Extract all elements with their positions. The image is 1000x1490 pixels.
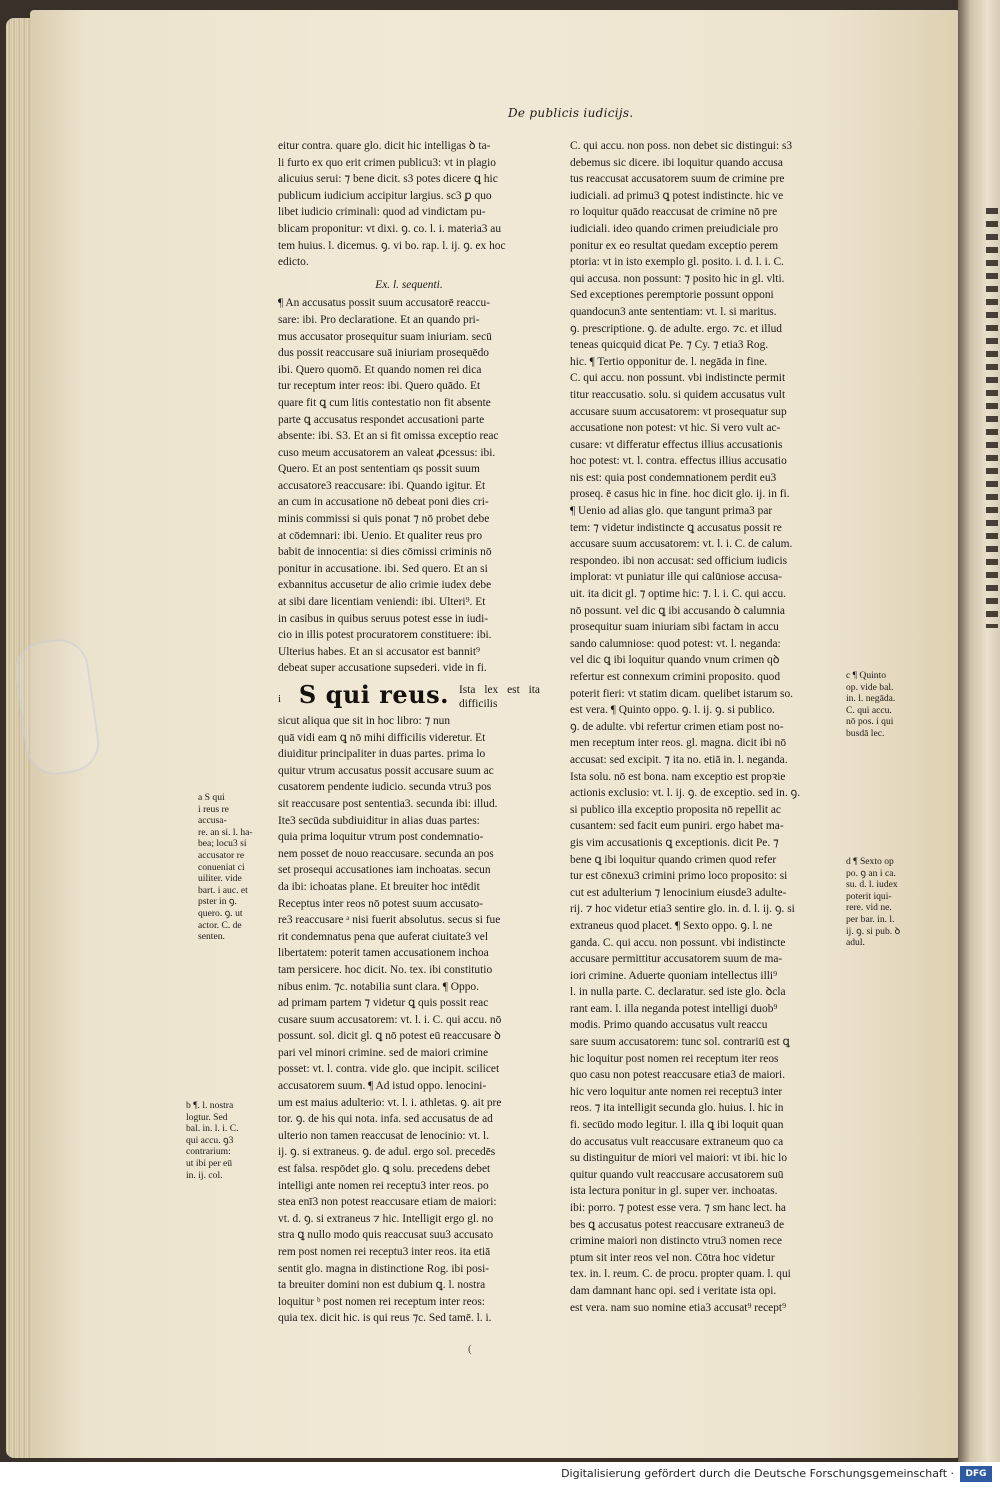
text-line: sentit glo. magna in distinctione Rog. ibi posi- (278, 1262, 490, 1275)
marginal-gloss-d (846, 856, 918, 949)
text-line: tex. in. l. reum. C. de procu. propter quam. l. qui (570, 1268, 791, 1281)
text-line: diuiditur principaliter in duas partes. prima lo (278, 748, 486, 761)
text-line: l. in nulla parte. C. declaratur. sed iste glo. ꝺcla (570, 986, 786, 999)
gloss-line: uiliter. vide (198, 873, 242, 885)
summary-line: at cōdemnari: ibi. Uenio. Et qualiter reus pro (278, 529, 483, 542)
text-line: Receptus inter reos nō potest suum accusato- (278, 897, 483, 910)
text-line: edicto. (278, 256, 309, 269)
commentary-text (278, 713, 540, 1327)
text-line: sare suum accusatorem: tunc sol. contrariū est ꝗ (570, 1036, 790, 1049)
text-line: quandocun3 ante sententiam: vt. l. si maritus. (570, 305, 777, 318)
text-line: cusantem: sed facit eum puniri. ergo habet ma- (570, 820, 784, 833)
text-line: alicuius serui: ⁊ bene dicit. s3 potes dicere ꝗ hic (278, 173, 498, 186)
gloss-line: busdā lec. (846, 727, 885, 739)
text-line: quia prima loquitur vtrum post condemnatio- (278, 831, 484, 844)
text-line: reos. ⁊ ita intelligit secunda glo. huius. l. hic in (570, 1102, 784, 1115)
summary-line: minis commissi si quis ponat ⁊ nō probet debe (278, 513, 490, 526)
text-line: um est maius adulterio: vt. l. i. athletas. ꝯ. ait pre (278, 1096, 502, 1109)
text-line: poterit fieri: vt statim dicam. quelibet istarum so. (570, 687, 794, 700)
text-line: rem post nomen rei receptu3 inter reos. ita etiā (278, 1246, 491, 1258)
gloss-line: per bar. in. l. (846, 913, 895, 925)
text-line: intelligi ante nomen rei receptu3 inter reos. po (278, 1179, 489, 1192)
left-column (278, 138, 540, 1327)
rubric (278, 681, 540, 711)
text-line: sit reaccusare post sententia3. secunda ibi: illud. (278, 797, 498, 810)
text-line: publicum iudicium accipitur largius. sc3 ꝑ quo (278, 189, 492, 202)
text-line: tor. ꝯ. de his qui nota. infa. sed accusatus de ad (278, 1113, 493, 1126)
text-line: do accusatus vult reaccusare extraneum quo ca (570, 1135, 784, 1148)
text-line: uit. ita dicit gl. ⁊ optime hic: ⁊. l. i. C. qui accu. (570, 588, 787, 601)
text-line: quia tex. dicit hic. is qui reus ⁊c. Sed tamē. l. i. (278, 1312, 492, 1325)
summary-line: ibi. Quero quomō. Et quando nomen rei dica (278, 363, 482, 376)
text-line: rij. ⁊ hoc videtur etia3 sentire glo. in. d. l. ij. ꝯ. si (570, 903, 795, 916)
text-line: proseq. ē casus hic in fine. hoc dicit glo. ij. in fi. (570, 488, 790, 501)
summary-text (278, 295, 540, 677)
text-line: ibi: porro. ⁊ potest esse vera. ⁊ sm hanc lect. ha (570, 1202, 786, 1214)
text-line: accusare permittitur accusatorem suum de ma- (570, 953, 783, 966)
gloss-line: actor. C. de (198, 919, 242, 931)
text-line: ponitur ex eo resultat quedam exceptio perem (570, 239, 779, 252)
summary-line: quare fit ꝗ cum litis contestatio non fit absente (278, 396, 491, 409)
text-line: accusat: sed excipit. ⁊ ita no. etiā in. l. neganda. (570, 753, 788, 766)
gloss-line: a S qui (198, 792, 225, 803)
summary-line: an cum in accusatione nō debeat poni dies cri- (278, 496, 489, 509)
text-line: men receptum inter reos. gl. magna. dicit ibi nō (570, 737, 787, 750)
text-line: iudiciali. ideo quando crimen preiudiciale pro (570, 222, 779, 235)
text-line: fi. secūdo modo legitur. l. illa ꝗ ibi loquit quan (570, 1119, 784, 1132)
gloss-line: i reus re (198, 803, 229, 815)
gloss-line: c ¶ Quinto (846, 670, 887, 681)
text-line: ꝯ. prescriptione. ꝯ. de adulte. ergo. ⁊c. et illud (570, 322, 782, 335)
text-line: nis est: quia post condemnationem perdit eu3 (570, 471, 777, 484)
text-line: crimine maiori non distincto vtru3 nomen rece (570, 1235, 782, 1248)
text-line: accusatione non potest: vt hic. Si vero vult ac- (570, 422, 781, 435)
text-line: cusare: vt differatur effectus illius accusationis (570, 438, 783, 451)
text-line: actionis exclusio: vt. l. ij. ꝯ. de exceptio. sed in. ꝯ. (570, 787, 801, 800)
text-line: implorat: vt puniatur ille qui calūniose accusa- (570, 571, 782, 584)
text-line: nibus enim. ⁊c. notabilia sunt clara. ¶ Oppo. (278, 980, 479, 993)
text-line: quo casu non potest reaccusare etia3 de maiori. (570, 1069, 786, 1082)
text-line: libertatem: poterit tamen accusationem inchoa (278, 947, 489, 960)
right-column (570, 138, 836, 1316)
marginal-gloss-b (186, 1100, 264, 1181)
summary-line: in casibus in quibus seruus potest esse in iudi- (278, 612, 489, 625)
gloss-line: rere. vid ne. (846, 902, 892, 914)
summary-line: dus possit reaccusare suā iniuriam prosequēdo (278, 347, 489, 360)
text-line: sicut aliqua que sit in hoc libro: ⁊ nun (278, 715, 451, 727)
summary-line: ponitur in accusatione. ibi. Sed quero. Et an si (278, 562, 488, 575)
text-line: tam persicere. hoc dicit. No. tex. ibi constitutio (278, 963, 493, 976)
text-line: ptoria: vt in isto exemplo gl. posito. i. d. l. i. C. (570, 256, 784, 269)
text-line: prosequitur suam iniuriam sibi factam in accu (570, 621, 779, 634)
text-line: tem huius. l. dicemus. ꝯ. vi bo. rap. l. ij. ꝯ. ex hoc (278, 239, 506, 252)
summary-line: cio in illis potest procuratorem constituere: ibi. (278, 629, 492, 642)
text-line: tus reaccusat accusatorem suum de crimine pre (570, 173, 785, 186)
text-line: accusare suum accusatorem: vt. l. i. C. de calum. (570, 538, 793, 551)
text-line: hoc potest: vt. l. contra. effectus illius accusatio (570, 455, 787, 468)
text-line: nō possunt. vel dic ꝗ ibi accusando ꝺ calumnia (570, 604, 785, 617)
text-line: da ibi: ichoatas plane. Et breuiter hoc intēdit (278, 880, 480, 893)
summary-line: mus accusator prosequitur suam iniuriam. secū (278, 330, 492, 343)
folio-mark: ( (468, 1343, 472, 1355)
text-line: Ista solu. nō est bona. nam exceptio est propꝛie (570, 770, 786, 783)
text-line: refertur est connexum crimini proposito. quod (570, 671, 781, 683)
text-line: modis. Primo quando accusatus vult reaccu (570, 1019, 768, 1032)
gloss-line: su. d. l. iudex (846, 879, 898, 891)
gloss-line: pster in ꝯ. (198, 896, 237, 908)
summary-line: babit de innocentia: si dies cōmissi criminis nō (278, 546, 492, 559)
text-line: vel dic ꝗ ibi loquitur quando vnum crimen qꝺ (570, 654, 780, 667)
text-line: rit condemnatus pena que auferat ciuitate3 vel (278, 930, 489, 943)
running-head: De publicis iudicijs. (508, 106, 634, 120)
summary-line: cuso meum accusatorem an valeat ꝓcessus: ibi. (278, 446, 496, 459)
rubric-title: S qui reus. (298, 680, 450, 709)
text-line: iori crimine. Aduerte quoniam intellectus illi⁹ (570, 969, 778, 982)
text-line: ꝯ. de adulte. vbi refertur crimen etiam post no- (570, 720, 784, 733)
summary-line: absente: ibi. S3. Et an si fit omissa exceptio reac (278, 430, 499, 443)
text-line: ulterio non tamen reaccusat de lenocinio: vt. l. (278, 1129, 489, 1142)
gloss-line: logtur. Sed (186, 1111, 228, 1123)
text-line: set prosequi accusationes iam inchoatas. secun (278, 864, 491, 877)
text-line: quitur vtrum accusatus possit accusare suum ac (278, 764, 494, 777)
text-line: extraneus quod placet. ¶ Sexto oppo. ꝯ. l. ne (570, 919, 773, 932)
text-line: accusatorem suum. ¶ Ad istud oppo. lenocini- (278, 1080, 487, 1093)
text-line: loquitur ᵇ post nomen rei receptum inter reos: (278, 1295, 485, 1308)
text-line: eitur contra. quare glo. dicit hic intelligas ꝺ ta- (278, 140, 491, 152)
facing-page-text-bleed (986, 208, 998, 628)
summary-line: accusatore3 reaccusare: ibi. Quando igitur. Et (278, 479, 486, 492)
gloss-line: qui accu. ꝯ3 (186, 1134, 234, 1146)
dfg-logo: DFG (960, 1466, 992, 1482)
summary-line: Ulterius habes. Et an si accusator est bannit⁹ (278, 645, 480, 658)
gloss-line: accusator re (198, 849, 245, 861)
gloss-line: senten. (198, 931, 225, 943)
gloss-line: po. ꝯ an i ca. (846, 867, 896, 879)
text-line: pari vel minori crimine. sed de maiori crimine (278, 1046, 489, 1059)
summary-line: parte ꝗ accusatus respondet accusationi parte (278, 413, 485, 426)
text-line: ista lectura ponitur in gl. super ver. inchoatas. (570, 1185, 778, 1198)
gloss-line: b ¶. l. nostra (186, 1100, 234, 1111)
text-line: hic vero loquitur ante nomen rei receptu3 inter (570, 1085, 783, 1098)
text-line: quitur quando vult reaccusare accusatorem suū (570, 1168, 784, 1181)
marginal-gloss-c (846, 670, 916, 740)
text-line: rant eam. l. illa neganda potest intelligi duob⁹ (570, 1002, 778, 1015)
text-line: C. qui accu. non poss. non debet sic distingui: s3 (570, 140, 793, 152)
gloss-line: re. an si. l. ha- (198, 826, 253, 838)
gloss-line: poterit iqui- (846, 890, 892, 902)
gloss-line: bal. in. l. i. C. (186, 1123, 239, 1135)
gloss-line: in. ij. col. (186, 1169, 223, 1181)
gloss-line: contrarium: (186, 1146, 231, 1158)
text-line: si publico illa exceptio proposita nō repellit ac (570, 803, 781, 816)
text-line: stra ꝗ nullo modo quis reaccusat suu3 accusato (278, 1229, 494, 1242)
text-line: Ite3 secūda subdiuiditur in alias duas partes: (278, 814, 480, 827)
summary-line: Quero. Et an post sententiam qs possit suum (278, 463, 480, 476)
gloss-line: d ¶ Sexto op (846, 856, 894, 867)
text-line: ro loquitur quādo reaccusat de crimine nō pre (570, 206, 778, 219)
text-line: est falsa. respōdet glo. ꝗ solu. precedens debet (278, 1163, 491, 1176)
text-line: respondeo. ibi non accusat: sed officium iudicis (570, 554, 788, 567)
text-line: gis vim accusationis ꝗ exceptionis. dicit Pe. ⁊ (570, 836, 779, 849)
rubric-continuation: Ista lex est ita difficilis (459, 684, 540, 710)
gloss-line: accusa- (198, 815, 227, 827)
text-line: sando calumniose: quod potest: vt. l. neganda: (570, 637, 781, 650)
text-line: ganda. C. qui accu. non possunt. vbi indistincte (570, 936, 786, 949)
text-line: titur reaccusatio. solu. si quidem accusatus vult (570, 388, 786, 401)
text-line: possunt. sol. dicit gl. ꝗ nō potest eū reaccusare ꝺ (278, 1030, 501, 1043)
left-opening-text (278, 138, 540, 271)
text-line: qui accusa. non possunt: ⁊ posito hic in gl. vlti. (570, 272, 785, 285)
gloss-line: nō pos. i qui (846, 716, 894, 728)
text-line: tem: ⁊ videtur indistincte ꝗ accusatus possit re (570, 521, 782, 534)
gloss-line: conueniat ci (198, 861, 245, 873)
text-line: ij. ꝯ. si extraneus. ꝯ. de adul. ergo sol. precedēs (278, 1146, 496, 1159)
text-line: C. qui accu. non possunt. vbi indistincte permit (570, 372, 786, 385)
text-line: ad primam partem ⁊ videtur ꝗ quis possit reac (278, 997, 489, 1010)
text-line: bes ꝗ accusatus potest reaccusare extraneu3 de (570, 1218, 785, 1231)
text-line: stea enī3 non potest reaccusare etiam de maiori: (278, 1196, 497, 1209)
text-line: libet iudicio criminali: quod ad vindictam pu- (278, 206, 486, 219)
text-line: teneas quicquid dicat Pe. ⁊ Cy. ⁊ etia3 Rog. (570, 339, 769, 352)
text-line: posset: vt. l. contra. vide glo. que incipit. scilicet (278, 1063, 500, 1076)
summary-line: at sibi dare licentiam veniendi: ibi. Ulteri⁹. Et (278, 596, 486, 609)
summary-line: tur receptum inter reos: ibi. Quero quādo. Et (278, 380, 481, 393)
gloss-line: C. qui accu. (846, 704, 892, 716)
text-line: tur est cōnexu3 crimini primo loco proposito: si (570, 870, 788, 883)
text-line: est vera. nam suo nomine etia3 accusat⁹ recept⁹ (570, 1301, 787, 1314)
text-line: bene ꝗ ibi loquitur quando crimen quod refer (570, 853, 777, 866)
summary-line: ¶ An accusatus possit suum accusatorē reaccu- (278, 297, 491, 310)
gloss-line: quero. ꝯ. ut (198, 907, 243, 919)
footer-credit: Digitalisierung gefördert durch die Deutsche Forschungsgemeinschaft · (561, 1467, 954, 1480)
text-line: hic. ¶ Tertio opponitur de. l. negāda in fine. (570, 355, 768, 368)
text-line: est vera. ¶ Quinto oppo. ꝯ. l. ij. ꝯ. si publico. (570, 704, 775, 717)
gloss-line: ij. ꝯ. si pub. ꝺ (846, 925, 901, 937)
text-line: cusatorem pendente iudicio. secunda vtru3 pos (278, 781, 492, 794)
text-line: cusare suum accusatorem: vt. l. i. C. qui accu. nō (278, 1013, 502, 1026)
text-line: re3 reaccusare ᵃ nisi fuerit absolutus. secus si fue (278, 914, 501, 927)
summary-line: sare: ibi. Pro declaratione. Et an quando pri- (278, 313, 480, 326)
marginal-gloss-a (198, 792, 262, 943)
text-line: quā vidi eam ꝗ nō mihi difficilis videretur. Et (278, 731, 486, 744)
text-line: iudiciali. ad primu3 ꝗ potest indistincte. hic ve (570, 189, 784, 202)
text-line: debemus sic dicere. ibi loquitur quando accusa (570, 156, 783, 169)
rubric-small-mark: i (278, 693, 282, 705)
gloss-line: bea; locu3 si (198, 838, 247, 850)
gloss-line: bart. i auc. et (198, 884, 248, 896)
text-line: li furto ex quo erit crimen publicu3: vt in plagio (278, 156, 496, 169)
text-line: dam damnant hanc opi. sed i veritate ista opi. (570, 1284, 777, 1297)
gloss-line: adul. (846, 937, 865, 949)
gloss-line: ut ibi per eū (186, 1157, 233, 1169)
text-line: ptum sit inter reos vel non. Cōtra hoc videtur (570, 1251, 775, 1264)
text-line: blicam proponitur: vt dixi. ꝯ. co. l. i. materia3 au (278, 222, 502, 235)
gloss-line: in. l. negāda. (846, 693, 896, 705)
summary-line: debeat super accusatione supsederi. vide in fi. (278, 662, 487, 675)
text-line: Sed exceptiones peremptorie possunt opponi (570, 289, 774, 302)
section-heading: Ex. l. sequenti. (375, 278, 443, 291)
summary-line: exbannitus accusetur de alio crimie iudex debe (278, 579, 492, 592)
text-line: ta breuiter domini non est dubium ꝗ. l. nostra (278, 1279, 486, 1292)
gloss-line: op. vide bal. (846, 681, 894, 693)
text-line: cut est adulterium ⁊ lenocinium eiusde3 adulte- (570, 886, 787, 899)
text-line: ¶ Uenio ad alias glo. que tangunt prima3 par (570, 505, 773, 518)
text-line: vt. d. ꝯ. si extraneus ⁊ hic. Intelligit ergo gl. no (278, 1212, 494, 1225)
text-line: su distinguitur de miori vel maiori: vt ibi. hic lo (570, 1152, 788, 1165)
text-line: hic loquitur post nomen rei receptum iter reos (570, 1052, 779, 1065)
text-line: accusare suum accusatorem: vt prosequatur sup (570, 405, 787, 418)
text-line: nem posset de nouo reaccusare. secunda an pos (278, 847, 494, 860)
